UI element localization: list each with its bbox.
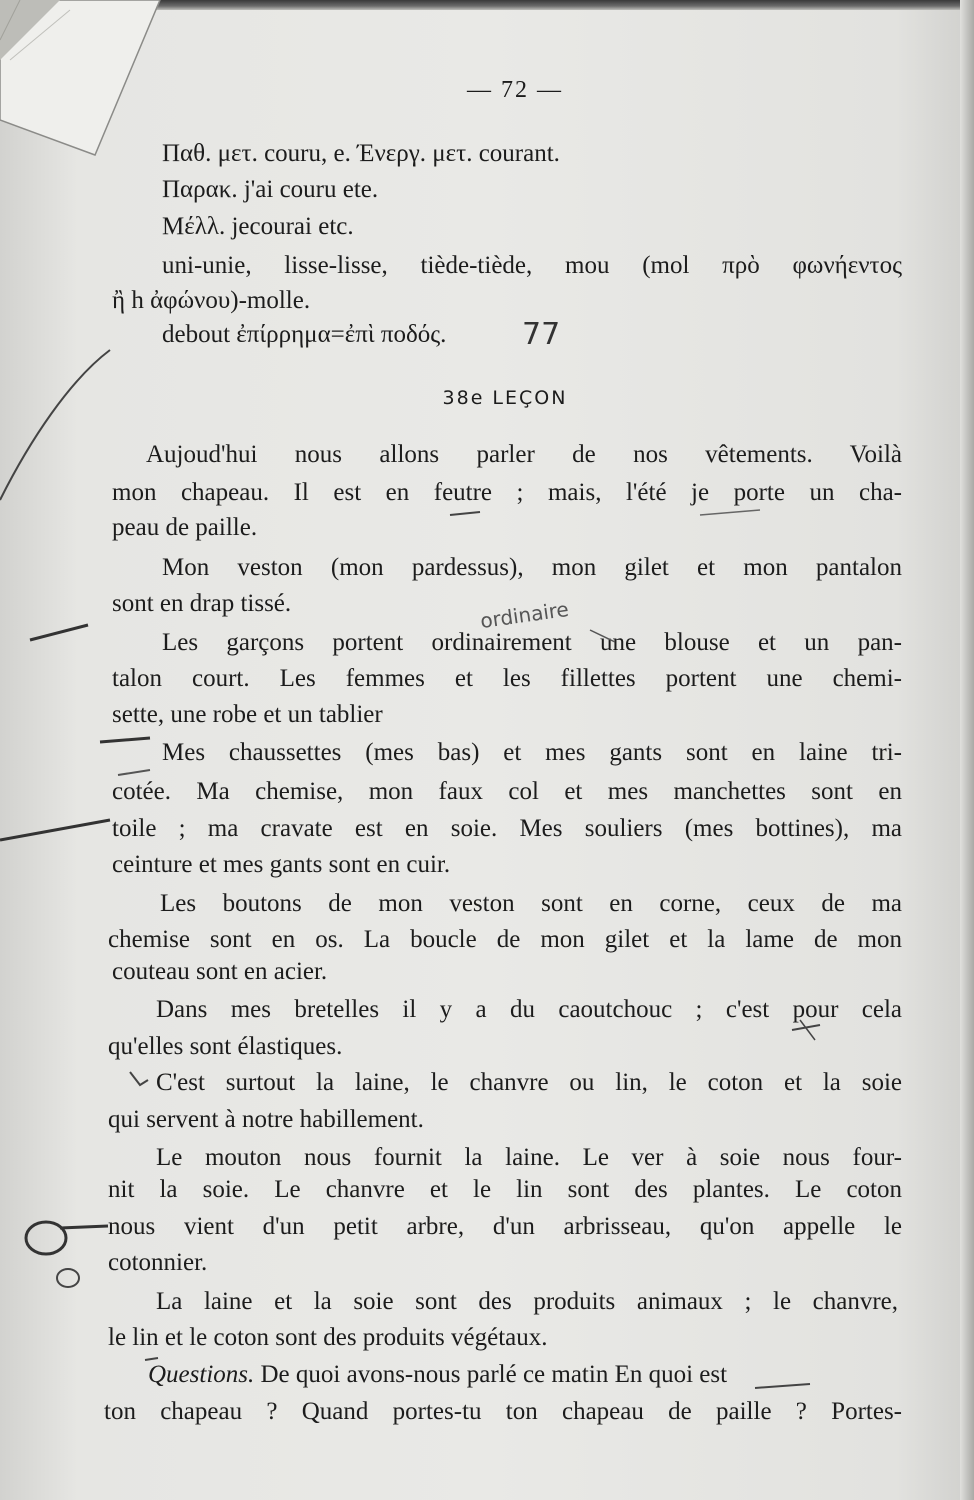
para9-line1: La laine et la soie sont des produits animaux ; le chanvre, xyxy=(156,1288,898,1315)
note-perfect: Παρακ. j'ai couru ete. xyxy=(162,176,379,203)
para7-line2: qui servent à notre habillement. xyxy=(108,1106,424,1133)
para1-line3: peau de paille. xyxy=(112,514,258,541)
note-past-participle: Παθ. μετ. couru, e. Ένεργ. μετ. courant. xyxy=(162,140,560,167)
para5-line3: couteau sont en acier. xyxy=(112,958,328,985)
para3-line2: talon court. Les femmes et les fillettes portent une chemi- xyxy=(112,665,902,692)
para6-line2: qu'elles sont élastiques. xyxy=(108,1033,343,1060)
para8-line1: Le mouton nous fournit la laine. Le ver à soie nous four- xyxy=(156,1144,902,1171)
page-number: — 72 — xyxy=(467,77,563,103)
lesson-title: 38e LEÇON xyxy=(442,387,568,409)
para7-line1: C'est surtout la laine, le chanvre ou lin, le coton et la soie xyxy=(156,1069,902,1096)
para8-line3: nous vient d'un petit arbre, d'un arbrisseau, qu'on appelle le xyxy=(108,1213,902,1240)
para1-line2: mon chapeau. Il est en feutre ; mais, l'été je porte un cha- xyxy=(112,479,902,506)
para3-line1: Les garçons portent ordinairement une blouse et un pan- xyxy=(162,629,902,656)
note-adjectives-cont: ἢ h ἀφώνου)-molle. xyxy=(112,287,311,314)
para4-line3: toile ; ma cravate est en soie. Mes souliers (mes bottines), ma xyxy=(112,815,902,842)
para4-line1: Mes chaussettes (mes bas) et mes gants sont en laine tri- xyxy=(162,739,902,766)
questions-line1 xyxy=(148,1360,727,1390)
para5-line2: chemise sont en os. La boucle de mon gilet et la lame de mon xyxy=(108,926,902,953)
margin-annotation: ordinaire xyxy=(478,596,571,634)
page-right-edge xyxy=(960,0,974,1500)
folded-corner xyxy=(0,0,170,170)
para6-line1: Dans mes bretelles il y a du caoutchouc ; c'est pour cela xyxy=(156,996,902,1023)
note-adjectives: uni-unie, lisse-lisse, tiède-tiède, mou (mol πρὸ φωνήεντος xyxy=(162,252,902,279)
para2-line1: Mon veston (mon pardessus), mon gilet et mon pantalon xyxy=(162,554,902,581)
note-future: Μέλλ. jecourai etc. xyxy=(162,213,354,240)
para3-line3: sette, une robe et un tablier xyxy=(112,701,383,728)
note-adverb: debout ἐπίρρημα=ἐπὶ ποδός. xyxy=(162,321,447,348)
questions-line1-text: De quoi avons-nous parlé ce matin En quoi est xyxy=(254,1361,728,1388)
questions-label: Questions. xyxy=(148,1361,255,1388)
para4-line2: cotée. Ma chemise, mon faux col et mes manchettes sont en xyxy=(112,778,902,805)
para4-line4: ceinture et mes gants sont en cuir. xyxy=(112,851,451,878)
para2-line2: sont en drap tissé. xyxy=(112,590,292,617)
para8-line2: nit la soie. Le chanvre et le lin sont des plantes. Le coton xyxy=(108,1176,902,1203)
para1-line1: Aujoud'hui nous allons parler de nos vêtements. Voilà xyxy=(146,441,902,468)
para9-line2: le lin et le coton sont des produits végétaux. xyxy=(108,1324,548,1351)
handwritten-mark: 77 xyxy=(522,317,561,352)
questions-line2: ton chapeau ? Quand portes-tu ton chapeau de paille ? Portes- xyxy=(104,1398,902,1425)
para5-line1: Les boutons de mon veston sont en corne, ceux de ma xyxy=(160,890,902,917)
para8-line4: cotonnier. xyxy=(108,1249,208,1276)
